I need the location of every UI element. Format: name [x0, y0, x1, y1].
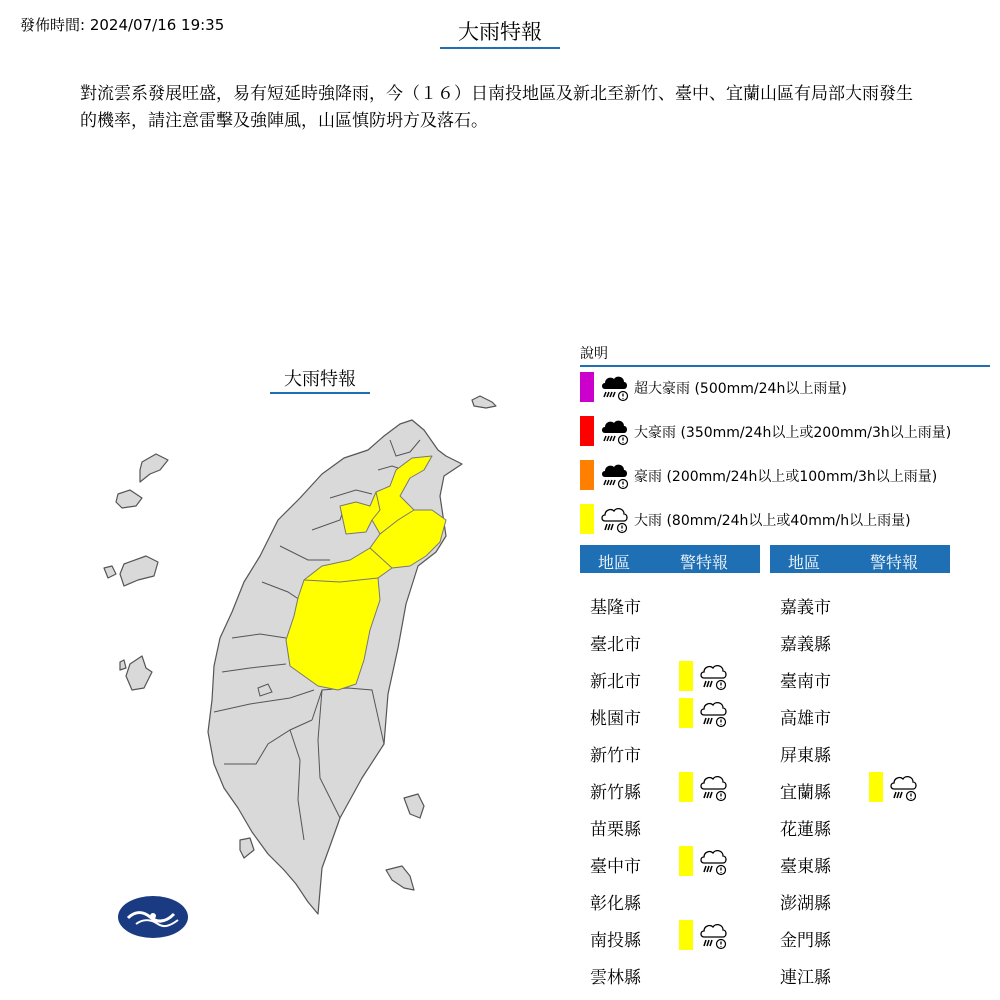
legend-swatch	[580, 460, 594, 490]
legend-item	[580, 460, 1000, 490]
table-row	[780, 844, 980, 881]
col-region: 地區	[788, 553, 821, 572]
region-name: 南投縣	[590, 931, 641, 951]
legend-header: 說明	[580, 343, 990, 367]
region-name: 花蓮縣	[780, 820, 831, 840]
region-name: 新竹縣	[590, 783, 641, 803]
rain-outline-icon	[598, 504, 630, 540]
warning-swatch	[679, 772, 693, 802]
warning-swatch	[679, 698, 693, 728]
region-name: 新竹市	[590, 746, 641, 766]
region-name: 臺東縣	[780, 857, 831, 877]
table-row	[590, 696, 790, 733]
table-row	[590, 918, 790, 955]
warning-swatch	[869, 772, 883, 802]
storm-icon	[598, 460, 630, 496]
region-list-right	[780, 585, 980, 992]
region-name: 基隆市	[590, 598, 641, 618]
legend-item	[580, 504, 1000, 534]
map-title: 大雨特報	[270, 365, 370, 394]
rain-outline-icon	[697, 661, 729, 697]
region-name: 臺北市	[590, 635, 641, 655]
table-row	[590, 807, 790, 844]
warning-swatch	[679, 661, 693, 691]
table-row	[590, 585, 790, 622]
region-name: 高雄市	[780, 709, 831, 729]
table-row	[590, 622, 790, 659]
table-row	[780, 881, 980, 918]
storm-icon	[598, 372, 630, 408]
table-row	[780, 696, 980, 733]
legend-text: 豪雨 (200mm/24h以上或100mm/3h以上雨量)	[634, 469, 938, 485]
col-warning: 警特報	[870, 553, 919, 572]
region-name: 金門縣	[780, 931, 831, 951]
region-name: 桃園市	[590, 709, 641, 729]
table-row	[780, 918, 980, 955]
legend-swatch	[580, 416, 594, 446]
region-name: 宜蘭縣	[780, 783, 831, 803]
legend-swatch	[580, 372, 594, 402]
table-row	[780, 770, 980, 807]
table-row	[590, 881, 790, 918]
table-row	[780, 807, 980, 844]
table-row	[780, 622, 980, 659]
rain-outline-icon	[887, 772, 919, 808]
region-name: 彰化縣	[590, 894, 641, 914]
region-name: 臺南市	[780, 672, 831, 692]
warning-swatch	[679, 846, 693, 876]
warning-swatch	[679, 920, 693, 950]
region-name: 嘉義市	[780, 598, 831, 618]
region-list-left	[590, 585, 790, 992]
taiwan-warning-map	[0, 380, 560, 950]
col-region: 地區	[598, 553, 631, 572]
region-name: 屏東縣	[780, 746, 831, 766]
warning-description: 對流雲系發展旺盛，易有短延時強降雨，今（１６）日南投地區及新北至新竹、臺中、宜蘭山區有局部大雨發生的機率，請注意雷擊及強陣風，山區慎防坍方及落石。	[80, 84, 913, 131]
cwa-logo-icon	[118, 896, 188, 938]
issue-time: 發佈時間: 2024/07/16 19:35	[20, 16, 225, 34]
region-name: 雲林縣	[590, 968, 641, 988]
rain-outline-icon	[697, 846, 729, 882]
legend-item	[580, 372, 1000, 402]
table-row	[780, 955, 980, 992]
table-row	[590, 733, 790, 770]
col-warning: 警特報	[680, 553, 729, 572]
legend-text: 超大豪雨 (500mm/24h以上雨量)	[634, 381, 847, 397]
legend-text: 大豪雨 (350mm/24h以上或200mm/3h以上雨量)	[634, 425, 952, 441]
legend-swatch	[580, 504, 594, 534]
legend-text: 大雨 (80mm/24h以上或40mm/h以上雨量)	[634, 513, 911, 529]
table-header-right	[770, 545, 950, 573]
rain-outline-icon	[697, 772, 729, 808]
storm-icon	[598, 416, 630, 452]
page-title: 大雨特報	[440, 16, 560, 49]
region-name: 臺中市	[590, 857, 641, 877]
table-header-left	[580, 545, 760, 573]
region-name: 苗栗縣	[590, 820, 641, 840]
rain-outline-icon	[697, 698, 729, 734]
table-row	[780, 733, 980, 770]
rain-outline-icon	[697, 920, 729, 956]
legend-item	[580, 416, 1000, 446]
table-row	[590, 770, 790, 807]
table-row	[590, 955, 790, 992]
table-row	[780, 585, 980, 622]
table-row	[780, 659, 980, 696]
region-name: 嘉義縣	[780, 635, 831, 655]
table-row	[590, 659, 790, 696]
region-name: 新北市	[590, 672, 641, 692]
region-name: 澎湖縣	[780, 894, 831, 914]
region-name: 連江縣	[780, 968, 831, 988]
table-row	[590, 844, 790, 881]
